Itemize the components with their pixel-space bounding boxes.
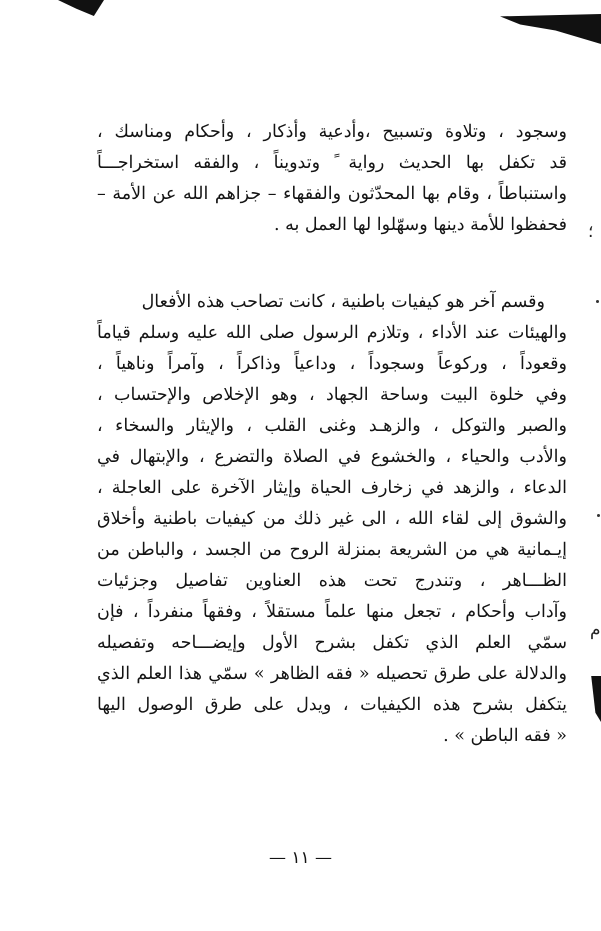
paragraph-2 <box>97 287 567 752</box>
text-line: إيـمانية هي من الشريعة بمنزلة الروح من الجسد ، والباطن من <box>97 540 567 560</box>
text-line: « فقه الباطن » . <box>443 726 567 746</box>
margin-mark: م <box>590 620 601 640</box>
text-line: والأدب والحياء ، والخشوع في الصلاة والتضرع ، والإبتهال في <box>97 447 567 467</box>
paragraph-1 <box>97 117 567 241</box>
scan-edge-mark-top-right <box>500 14 601 44</box>
text-line: واستنباطاً ، وقام بها المحدّثون والفقهاء – جزاهم الله عن الأمة – <box>97 184 567 204</box>
text-line: وقعوداً ، وركوعاً وسجوداً ، وداعياً وذاكراً ، وآمراً وناهياً ، <box>97 354 567 374</box>
text-line: والهيئات عند الأداء ، وتلازم الرسول صلى الله عليه وسلم قياماً <box>97 323 567 343</box>
text-line: والشوق إلى لقاء الله ، الى غير ذلك من كيفيات باطنية وأخلاق <box>97 509 567 529</box>
text-line: قد تكفل بها الحديث رواية ً وتدويناً ، والفقه استخراجـــاً <box>97 153 567 173</box>
text-line: وسجود ، وتلاوة وتسبيح ،وأدعية وأذكار ، وأحكام ومناسك ، <box>97 122 567 142</box>
text-line: والصبر والتوكل ، والزهـد وغنى القلب ، والإيثار والسخاء ، <box>97 416 567 436</box>
scan-speck <box>597 514 600 517</box>
text-line: فحفظوا للأمة دينها وسهّلوا لها العمل به . <box>273 215 567 235</box>
page-number: — ١١ — <box>268 848 333 868</box>
text-line: الدعاء ، والزهد في زخارف الحياة وإيثار الآخرة على العاجلة ، <box>97 478 567 498</box>
text-line: وقسم آخر هو كيفيات باطنية ، كانت تصاحب هذه الأفعال <box>141 292 545 312</box>
margin-mark: ؛ <box>588 222 594 242</box>
text-line: والدلالة على طرق تحصيله « فقه الظاهر » سمّي هذا العلم الذي <box>97 664 567 684</box>
text-line: الظـــاهر ، وتندرج تحت هذه العناوين تفاصيل وجزئيات <box>97 571 567 591</box>
text-line: وآداب وأحكام ، تجعل منها علماً مستقلاً ، وفقهاً منفرداً ، فإن <box>97 602 567 622</box>
scan-speck <box>596 300 599 303</box>
scan-edge-mark-top-left <box>58 0 104 16</box>
scan-edge-mark-right <box>587 676 601 722</box>
text-line: سمّي العلم الذي تكفل بشرح الأول وإيضـــاحه وتفصيله <box>97 633 567 653</box>
text-line: يتكفل بشرح هذه الكيفيات ، ويدل على طرق الوصول اليها <box>97 695 567 715</box>
text-line: وفي خلوة البيت وساحة الجهاد ، وهو الإخلاص والإحتساب ، <box>97 385 567 405</box>
